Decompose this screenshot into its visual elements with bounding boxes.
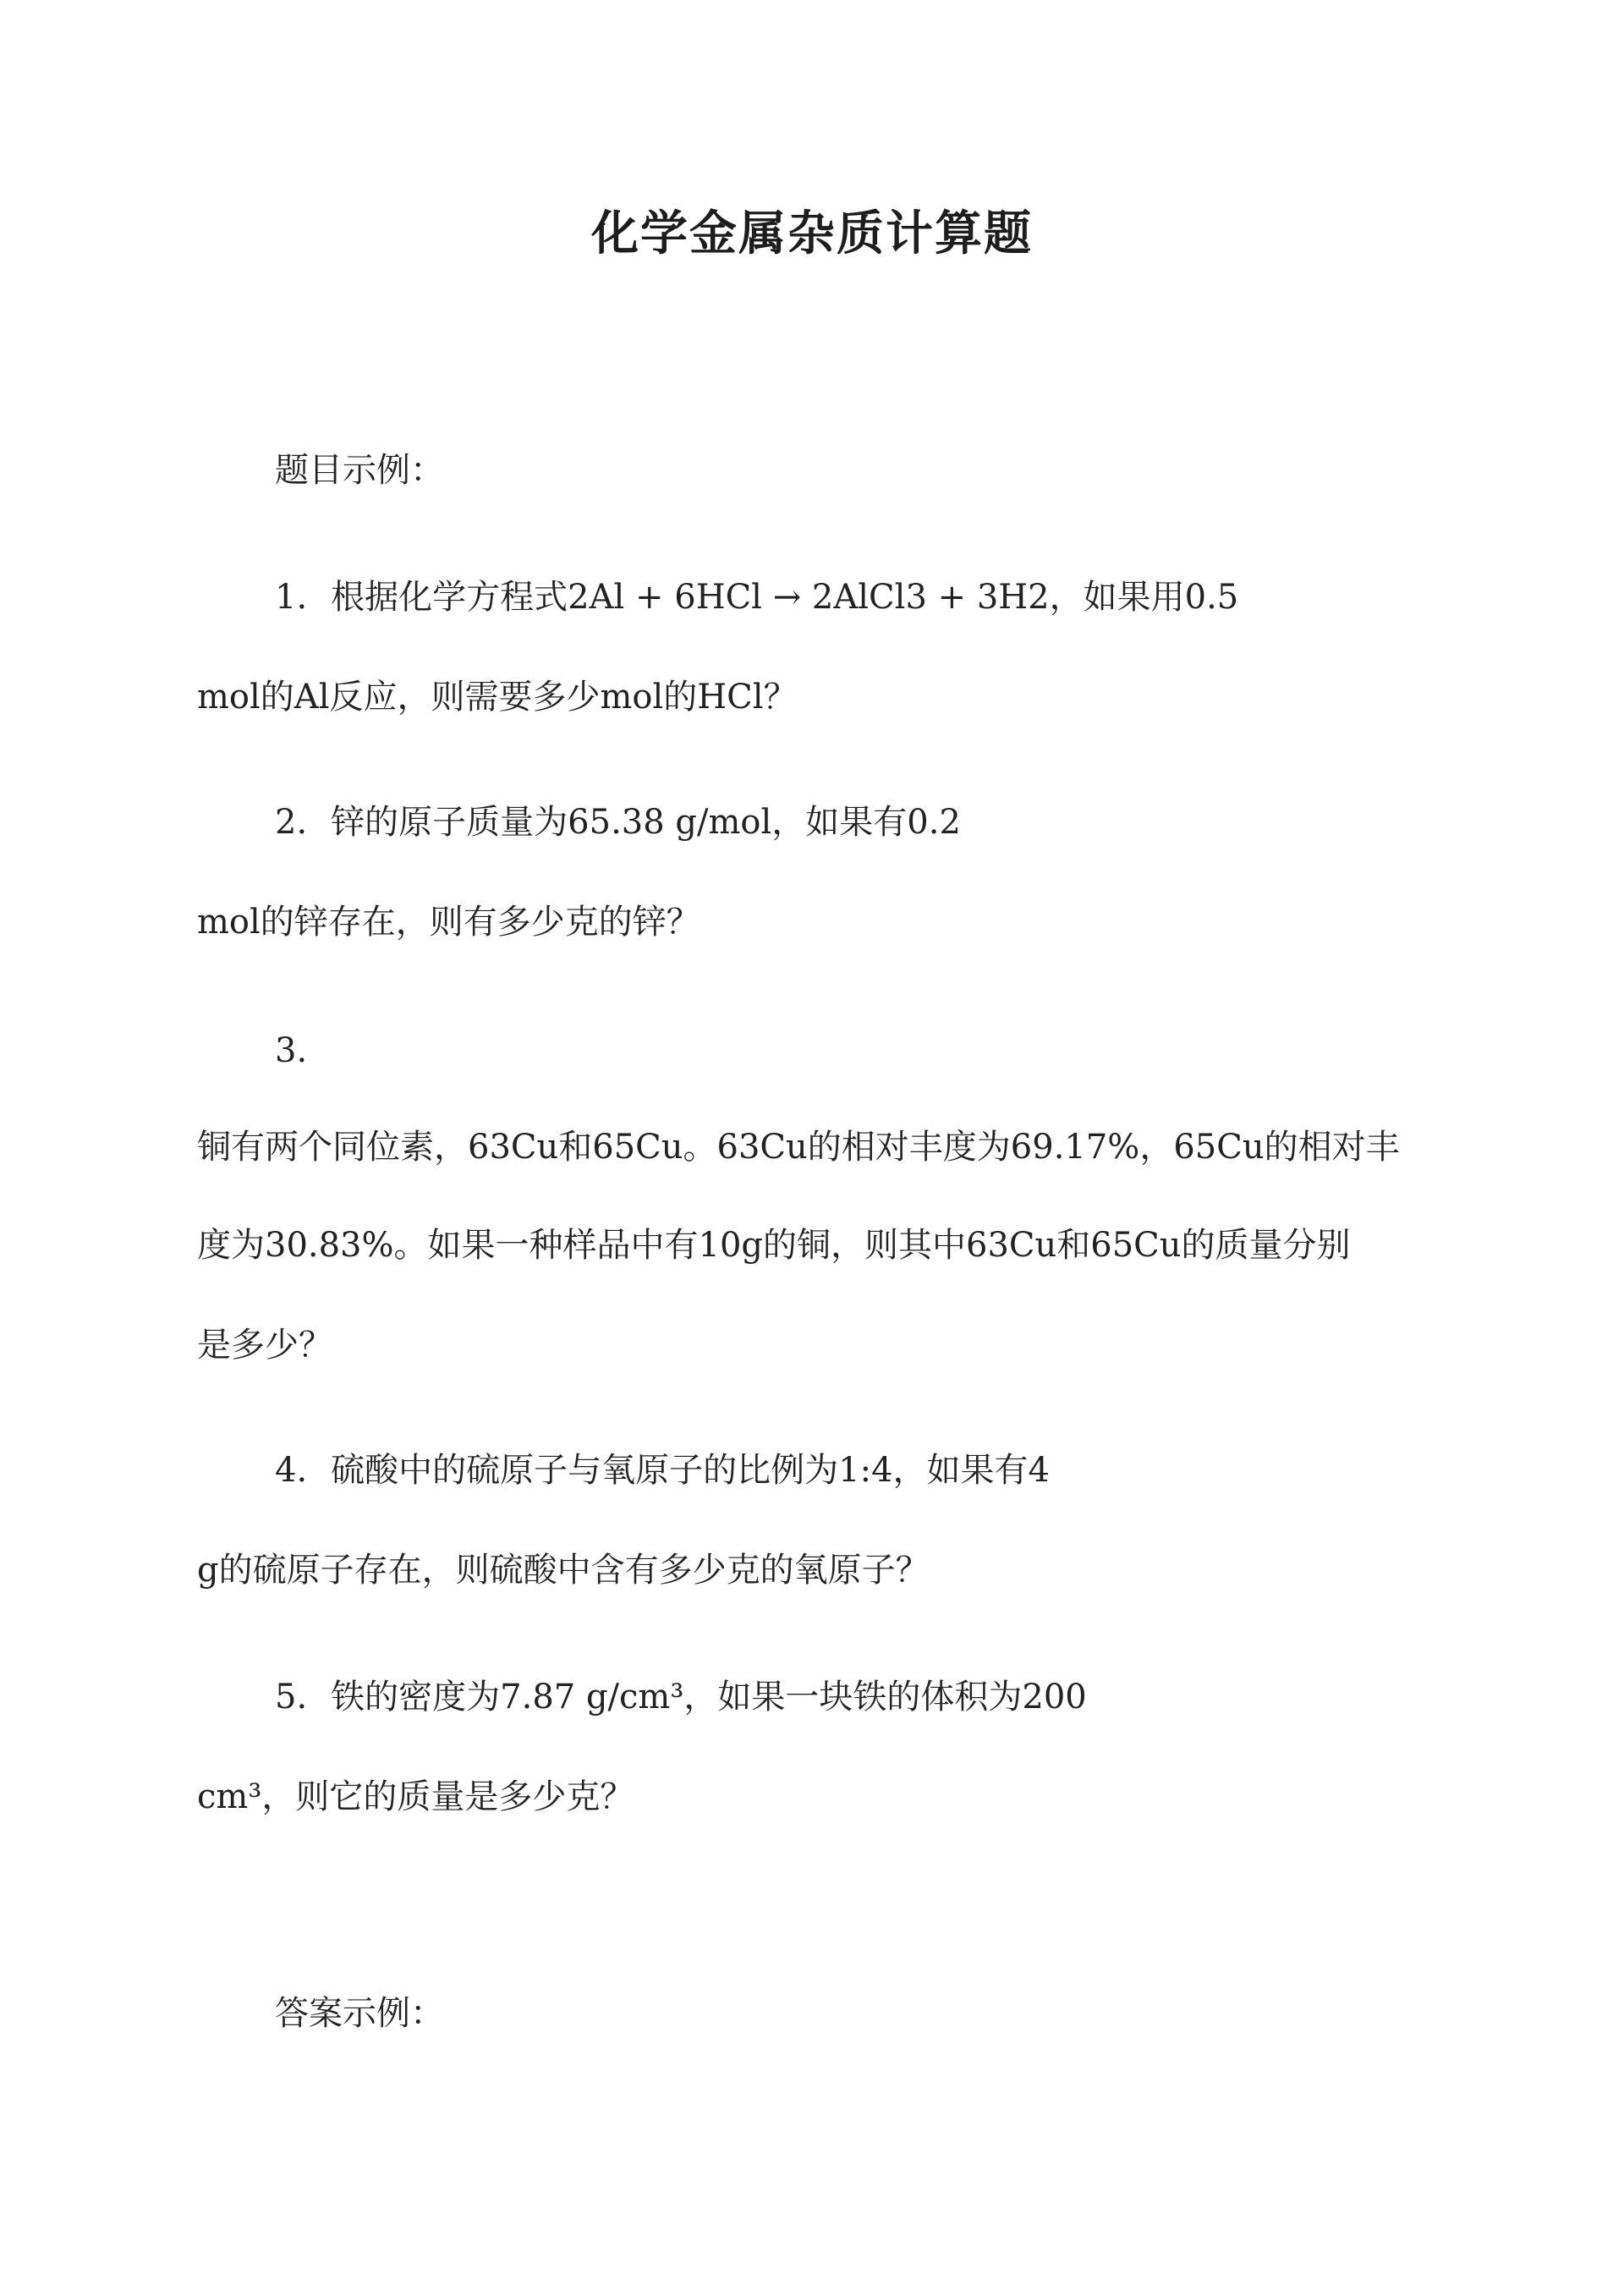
question-5-second-line: cm³，则它的质量是多少克？: [197, 1777, 634, 1816]
question-3-number: 3.: [275, 1031, 308, 1070]
question-5-text: 铁的密度为7.87 g/cm³，如果一块铁的体积为200: [331, 1678, 1087, 1717]
question-3-line-3: 是多少？: [197, 1326, 332, 1365]
question-2-number: 2.: [275, 803, 308, 842]
question-3-line-1: 铜有两个同位素，63Cu和65Cu。63Cu的相对丰度为69.17%，65Cu的相对丰: [197, 1128, 1400, 1167]
question-4-number: 4.: [275, 1451, 308, 1490]
question-1-text: 根据化学方程式2Al + 6HCl → 2AlCl3 + 3H2，如果用0.5: [331, 578, 1239, 617]
question-1-second-line: mol的Al反应，则需要多少mol的HCl？: [197, 678, 798, 717]
document-title: 化学金属杂质计算题: [591, 206, 1033, 261]
question-2-text: 锌的原子质量为65.38 g/mol，如果有0.2: [331, 803, 961, 842]
questions-heading: 题目示例：: [275, 451, 444, 490]
question-3-line-2: 度为30.83%。如果一种样品中有10g的铜，则其中63Cu和65Cu的质量分别: [197, 1226, 1351, 1265]
question-1-first-line: [275, 578, 1239, 617]
question-4-text: 硫酸中的硫原子与氧原子的比例为1:4，如果有4: [331, 1451, 1050, 1490]
answers-heading: 答案示例：: [275, 1994, 444, 2033]
question-1-number: 1.: [275, 578, 308, 617]
question-4-second-line: g的硫原子存在，则硫酸中含有多少克的氧原子？: [197, 1551, 930, 1590]
question-2-second-line: mol的锌存在，则有多少克的锌？: [197, 903, 700, 942]
question-5-number: 5.: [275, 1678, 308, 1717]
question-4-first-line: [275, 1451, 1050, 1490]
question-5-first-line: [275, 1678, 1087, 1717]
question-2-first-line: [275, 803, 961, 842]
